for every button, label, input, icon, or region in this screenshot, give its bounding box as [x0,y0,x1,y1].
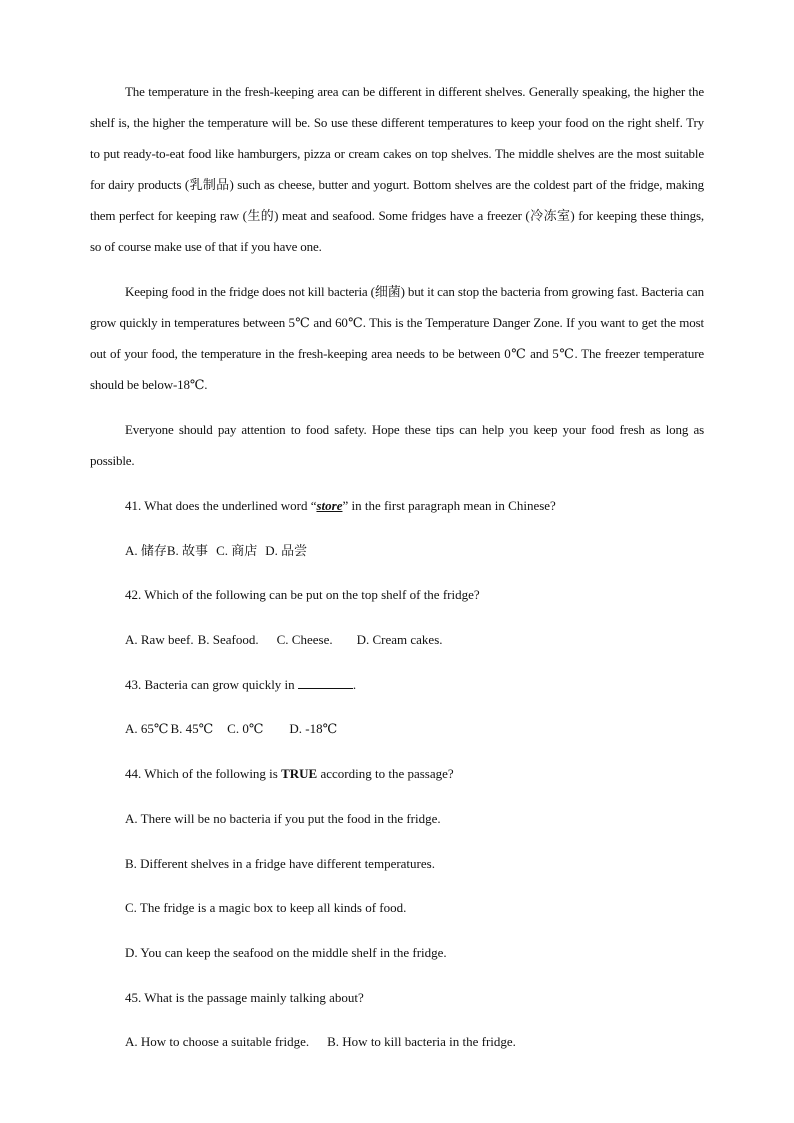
document-page [90,76,704,1071]
question-44-bold-word: TRUE [281,766,318,782]
question-41-text-end: ” in the first paragraph mean in Chinese? [342,498,556,513]
paragraph-1: The temperature in the fresh-keeping area can be different in different shelves. Generally speaking, the higher the shelf is, the higher the temperature will be. So use these different temperatures to keep your food on the right shelf. Try to put ready-to-eat food like hamburgers, pizza or cream cakes on top shelves. The middle shelves are the most suitable for dairy products (乳制品) such as cheese, butter and yogurt. Bottom shelves are the coldest part of the fridge, making them perfect for keeping raw (生的) meat and seafood. Some fridges have a freezer (冷冻室) for keeping these things, so of course make use of that if you have one. [90,84,704,254]
option-45-a: A. How to choose a suitable fridge. [125,1034,310,1050]
question-42-options [90,624,704,655]
question-45-options [90,1026,704,1057]
question-41-text-start: 41. What does the underlined word “ [125,498,317,513]
option-43-a: A. 65℃ [125,721,169,737]
option-42-a: A. Raw beef. [125,632,194,648]
option-44-d: D. You can keep the seafood on the middle shelf in the fridge. [125,944,447,960]
option-42-b: B. Seafood. [197,632,259,648]
question-44-text-start: 44. Which of the following is [125,766,282,782]
option-42-d: D. Cream cakes. [356,632,443,648]
option-44-c: C. The fridge is a magic box to keep all kinds of food. [125,900,407,916]
question-44-text-end: according to the passage? [317,766,454,782]
option-41-c: C. 商店 [216,542,258,558]
question-43-text: 43. Bacteria can grow quickly in [125,676,298,692]
option-41-d: D. 品尝 [265,542,308,558]
question-43 [90,669,704,700]
option-44-a: A. There will be no bacteria if you put the food in the fridge. [125,810,441,826]
paragraph-3: Everyone should pay attention to food safety. Hope these tips can help you keep your food fresh as long as possible. [90,422,704,468]
underlined-word: store [316,498,343,513]
option-43-d: D. -18℃ [289,721,338,737]
option-43-c: C. 0℃ [227,721,264,737]
option-45-b: B. How to kill bacteria in the fridge. [327,1034,516,1050]
paragraph-2: Keeping food in the fridge does not kill bacteria (细菌) but it can stop the bacteria from growing fast. Bacteria can grow quickly in temperatures between 5℃ and 60℃. This is the Temperature Danger Zone. If you want to get the most out of your food, the temperature in the fresh-keeping area needs to be between 0℃ and 5℃. The freezer temperature should be below-18℃. [90,284,704,392]
question-44 [90,758,704,789]
question-42: 42. Which of the following can be put on the top shelf of the fridge? [125,587,480,603]
option-43-b: B. 45℃ [170,721,214,737]
option-44-b: B. Different shelves in a fridge have different temperatures. [125,855,435,871]
option-41-a: A. 储存 [125,542,167,558]
question-43-options [90,713,704,744]
question-41 [90,490,704,521]
option-42-c: C. Cheese. [276,632,333,648]
question-43-end: . [352,676,357,692]
question-45: 45. What is the passage mainly talking about? [125,989,364,1005]
option-41-b: B. 故事 [166,542,209,558]
question-41-options [90,535,704,566]
answer-blank [298,676,353,689]
